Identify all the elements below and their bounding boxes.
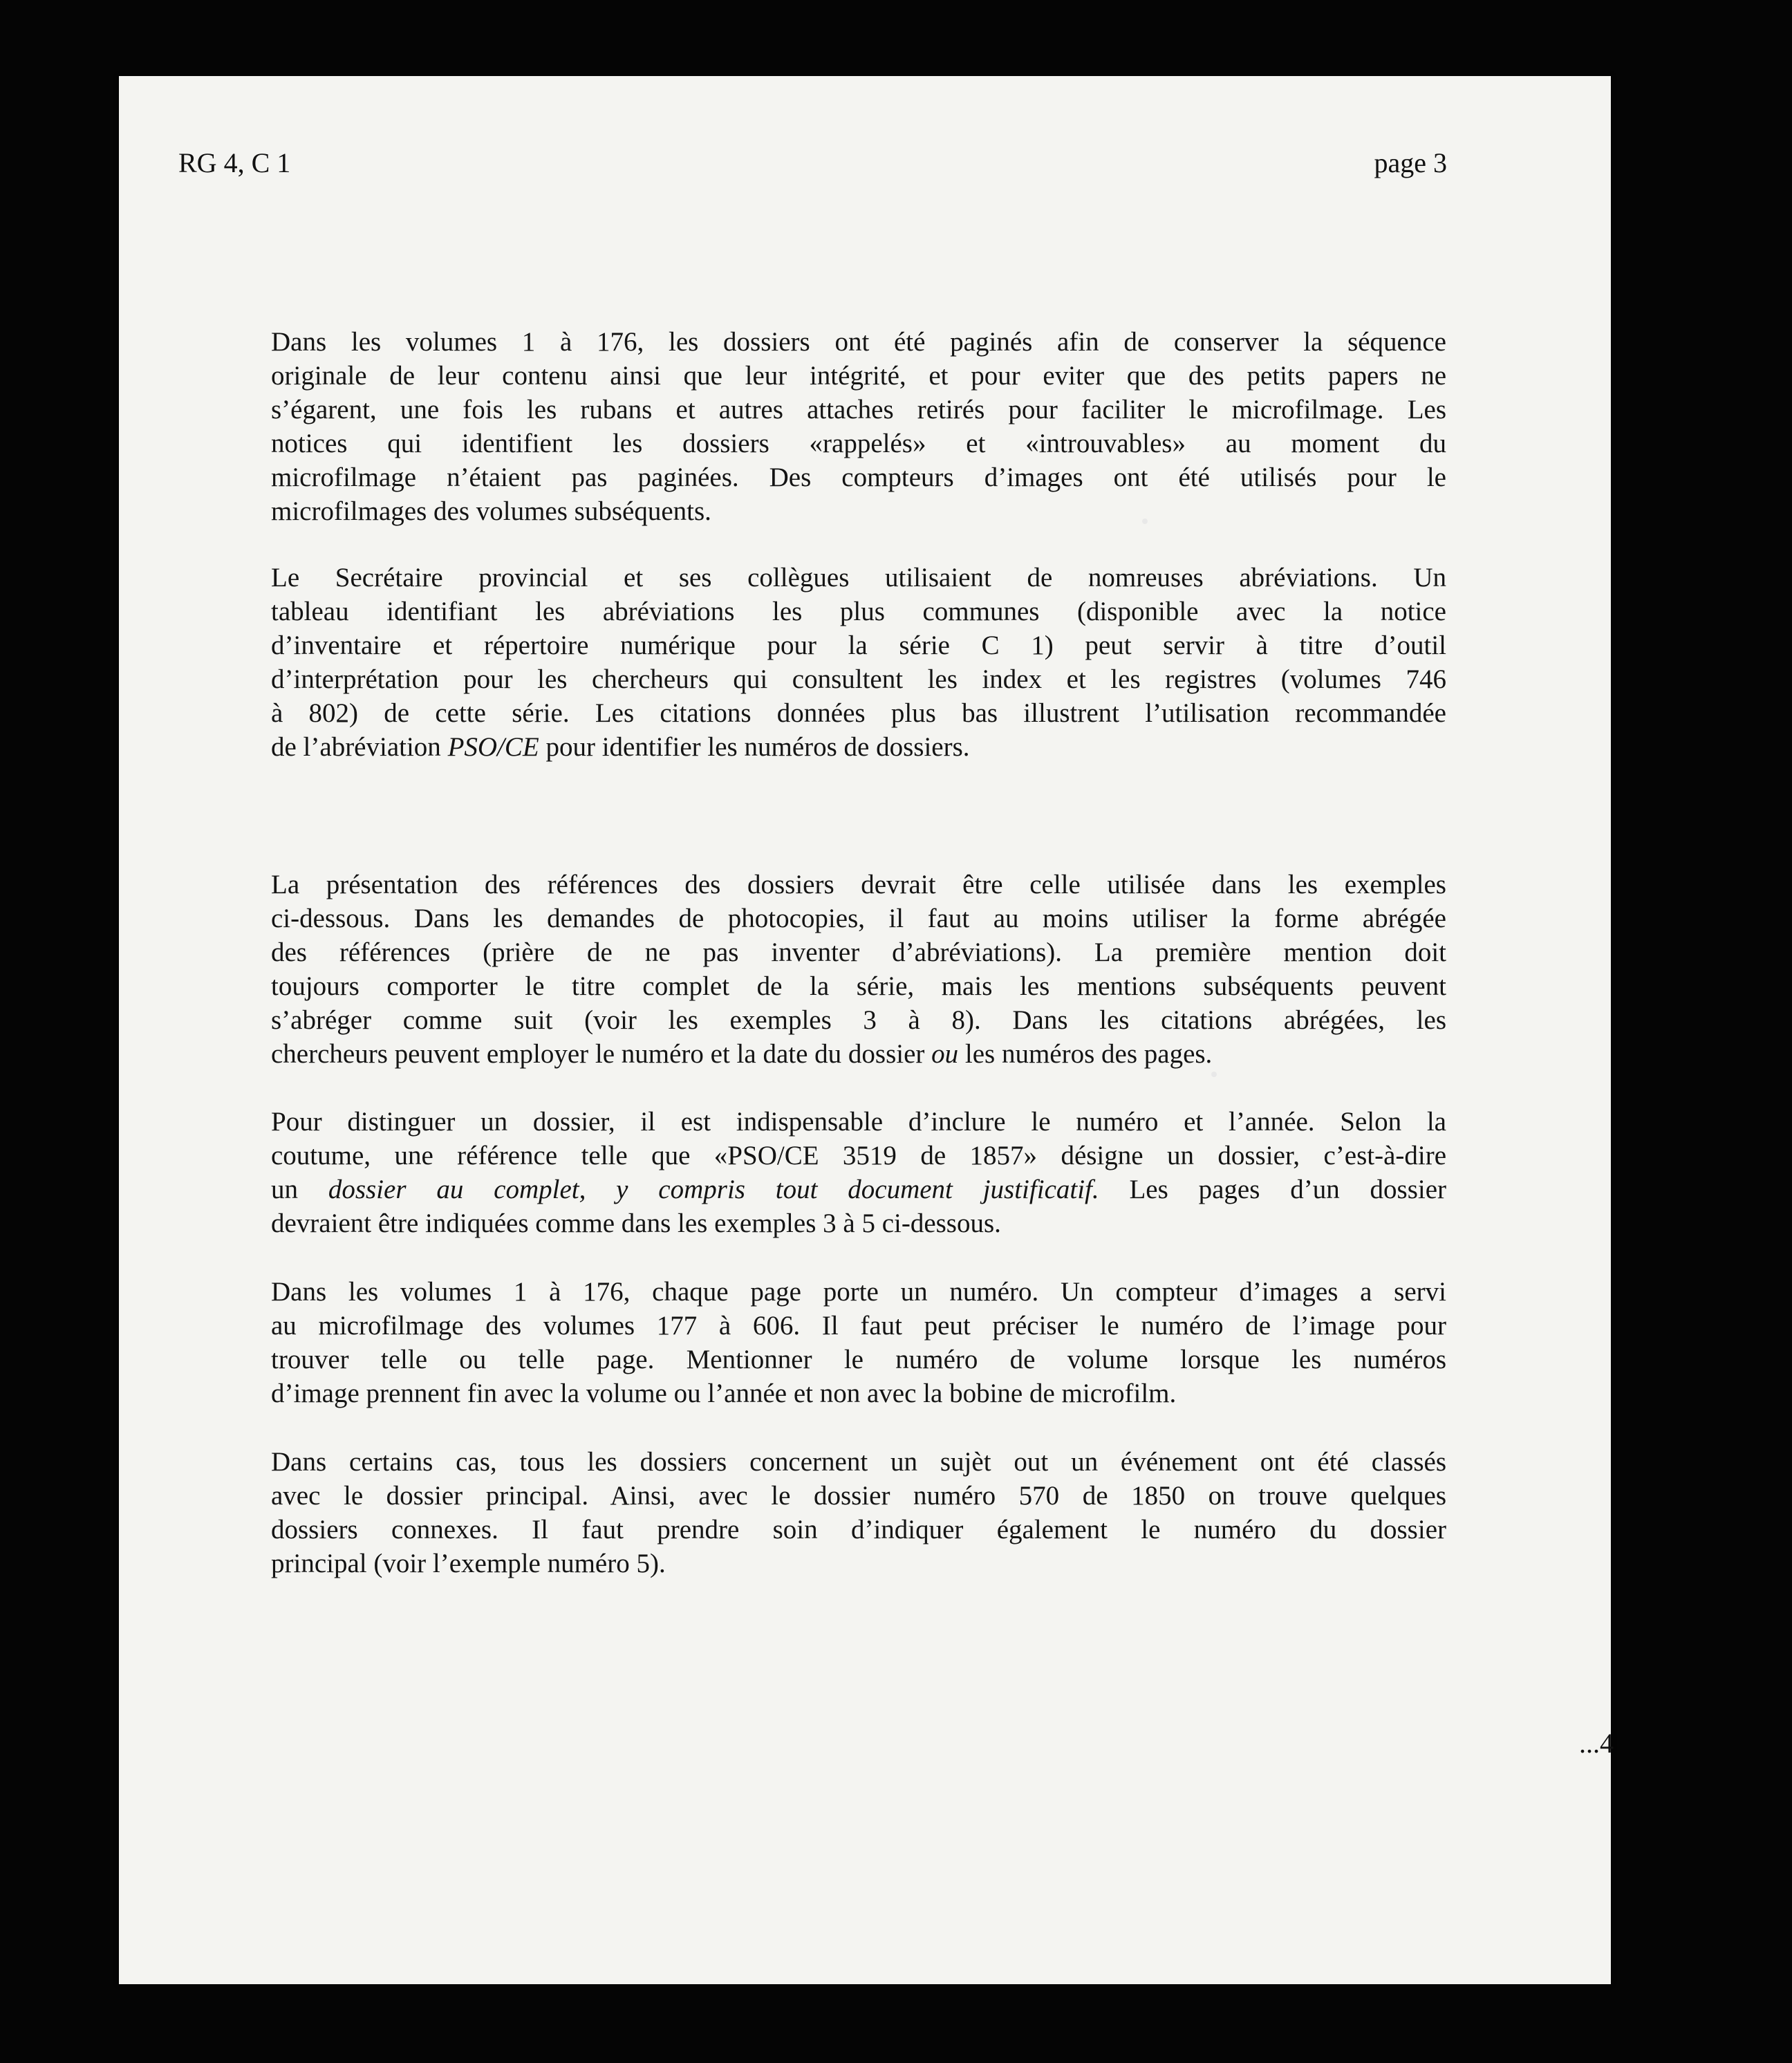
- text-run: un: [271, 1175, 328, 1204]
- text-line: devraient être indiquées comme dans les exemples 3 à 5 ci-dessous.: [271, 1208, 1001, 1238]
- series-reference: RG 4, C 1: [178, 147, 291, 178]
- text-line: [271, 1037, 1446, 1071]
- page-number: page 3: [1374, 147, 1447, 178]
- text-line: microfilmages des volumes subséquents.: [271, 496, 711, 526]
- abbreviation-italic: PSO/CE: [447, 732, 539, 762]
- text-line: [271, 730, 1446, 764]
- paragraph-abbreviations: [271, 561, 1446, 764]
- text-line: microfilmage n’étaient pas paginées. Des compteurs d’images ont été utilisés pour le: [271, 463, 1446, 492]
- text-line: Pour distinguer un dossier, il est indispensable d’inclure le numéro et l’année. Selon la: [271, 1107, 1446, 1137]
- paragraph-references: [271, 868, 1446, 1071]
- text-run: les numéros des pages.: [958, 1039, 1213, 1069]
- text-line: Dans les volumes 1 à 176, les dossiers ont été paginés afin de conserver la séquence: [271, 327, 1446, 357]
- paragraph-distinguish-dossier: [271, 1105, 1446, 1240]
- text-line: [271, 1173, 1446, 1206]
- emphasis-italic: dossier au complet, y compris tout document justificatif.: [328, 1175, 1099, 1204]
- text-line: coutume, une référence telle que «PSO/CE 3519 de 1857» désigne un dossier, c’est-à-dire: [271, 1141, 1446, 1170]
- text-line: notices qui identifient les dossiers «rappelés» et «introuvables» au moment du: [271, 429, 1446, 458]
- text-line: d’inventaire et répertoire numérique pour la série C 1) peut servir à titre d’outil: [271, 631, 1446, 660]
- text-line: La présentation des références des dossiers devrait être celle utilisée dans les exemples: [271, 870, 1446, 899]
- text-run: chercheurs peuvent employer le numéro et la date du dossier: [271, 1039, 932, 1069]
- text-line: toujours comporter le titre complet de la série, mais les mentions subséquents peuvent: [271, 971, 1446, 1001]
- text-run: Les pages d’un dossier: [1099, 1175, 1446, 1204]
- text-line: des références (prière de ne pas inventer d’abréviations). La première mention doit: [271, 937, 1446, 967]
- paragraph-related-dossiers: [271, 1445, 1446, 1580]
- paper-speck: [1211, 1072, 1217, 1077]
- text-line: ci-dessous. Dans les demandes de photocopies, il faut au moins utiliser la forme abrégée: [271, 904, 1446, 933]
- text-line: principal (voir l’exemple numéro 5).: [271, 1549, 666, 1578]
- text-line: s’égarent, une fois les rubans et autres attaches retirés pour faciliter le microfilmage. Les: [271, 395, 1446, 424]
- text-line: au microfilmage des volumes 177 à 606. Il faut peut préciser le numéro de l’image pour: [271, 1311, 1446, 1341]
- continuation-marker: ...4: [1579, 1728, 1614, 1759]
- text-line: Dans les volumes 1 à 176, chaque page porte un numéro. Un compteur d’images a servi: [271, 1277, 1446, 1307]
- text-line: s’abréger comme suit (voir les exemples 3 à 8). Dans les citations abrégées, les: [271, 1005, 1446, 1035]
- text-line: dossiers connexes. Il faut prendre soin d’indiquer également le numéro du dossier: [271, 1515, 1446, 1544]
- text-run: pour identifier les numéros de dossiers.: [539, 732, 970, 762]
- paragraph-image-counter: [271, 1275, 1446, 1410]
- text-line: tableau identifiant les abréviations les plus communes (disponible avec la notice: [271, 597, 1446, 626]
- text-line: d’interprétation pour les chercheurs qui consultent les index et les registres (volumes 746: [271, 664, 1446, 694]
- text-line: avec le dossier principal. Ainsi, avec le dossier numéro 570 de 1850 on trouve quelques: [271, 1481, 1446, 1511]
- text-line: Dans certains cas, tous les dossiers concernent un sujèt out un événement ont été classés: [271, 1447, 1446, 1477]
- text-line: d’image prennent fin avec la volume ou l’année et non avec la bobine de microfilm.: [271, 1379, 1177, 1408]
- emphasis-italic: ou: [931, 1039, 959, 1069]
- text-line: à 802) de cette série. Les citations données plus bas illustrent l’utilisation recommandée: [271, 698, 1446, 728]
- text-line: originale de leur contenu ainsi que leur intégrité, et pour eviter que des petits papers ne: [271, 361, 1446, 391]
- text-run: de l’abréviation: [271, 732, 448, 762]
- text-line: Le Secrétaire provincial et ses collègues utilisaient de nomreuses abréviations. Un: [271, 563, 1446, 592]
- text-line: trouver telle ou telle page. Mentionner le numéro de volume lorsque les numéros: [271, 1345, 1446, 1374]
- paragraph-pagination: [271, 325, 1446, 528]
